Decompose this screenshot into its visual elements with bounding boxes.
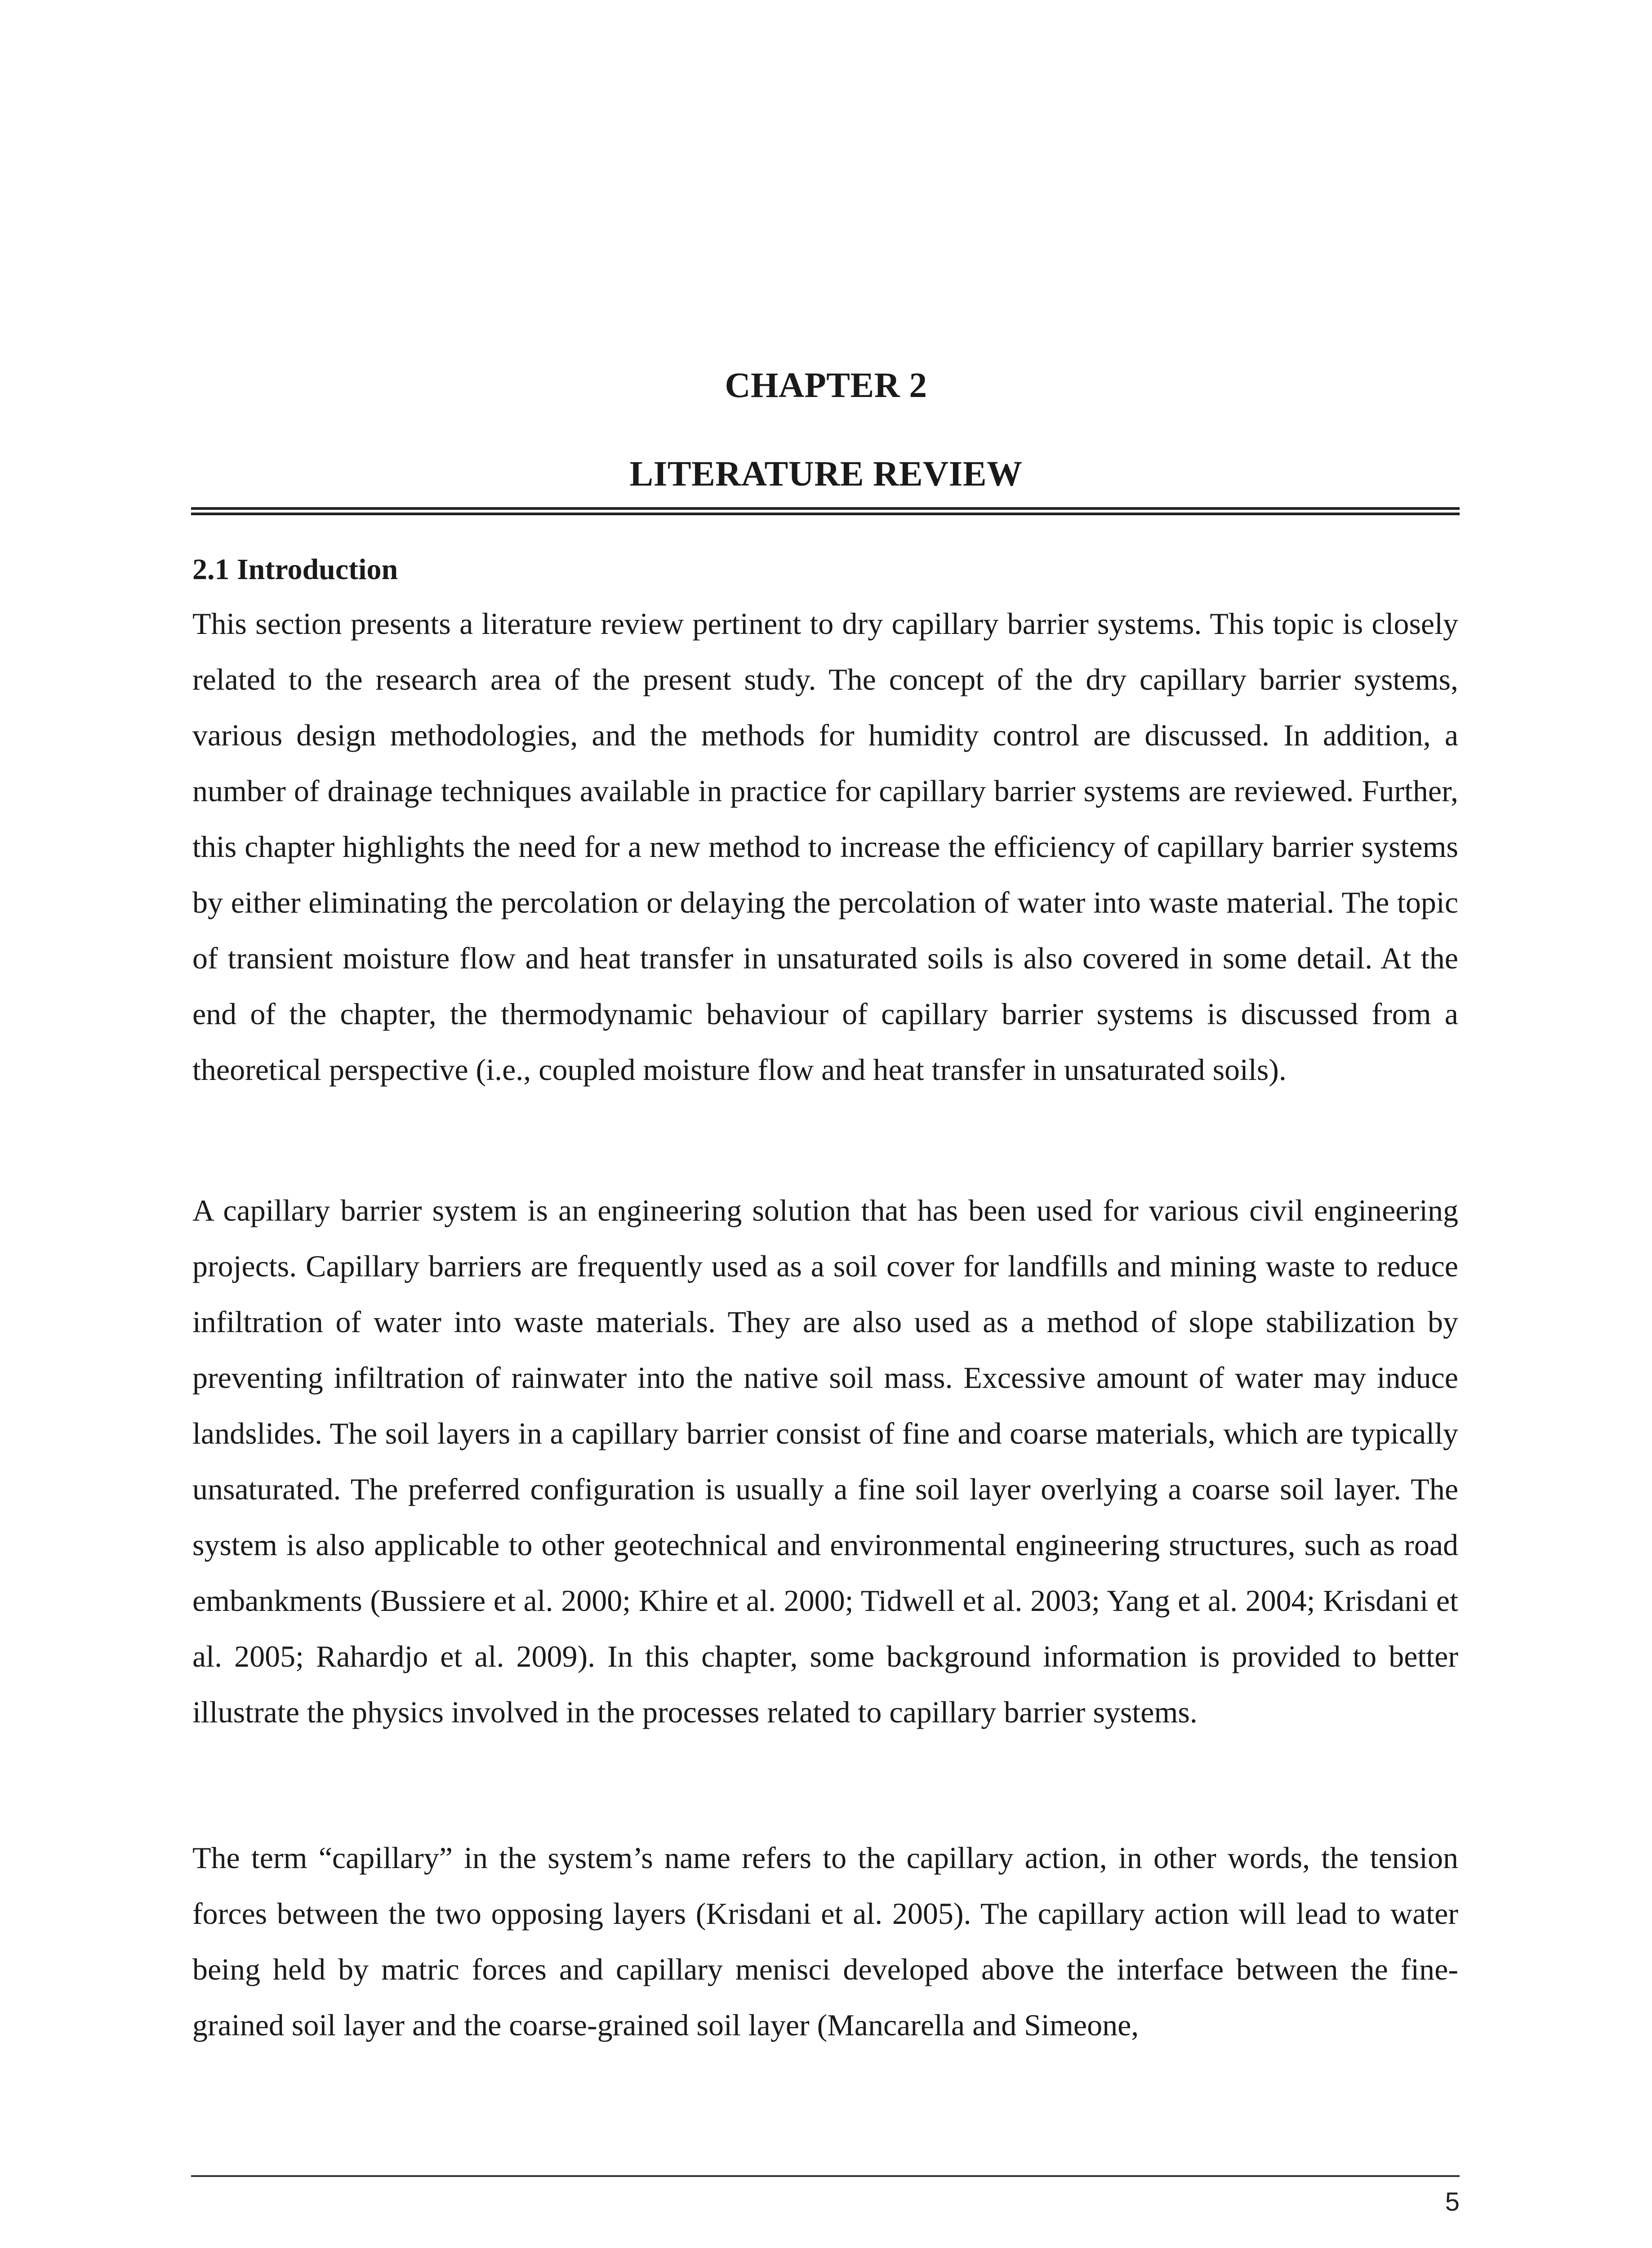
body-paragraph: The term “capillary” in the system’s name refers to the capillary action, in other words, the tension forces between the two opposing layers (Krisdani et al. 2005). The capillary action will lead to water being held by matric forces and capillary menisci developed above the interface between the fine-grained soil layer and the coarse-grained soil layer (Mancarella and Simeone,	[192, 1841, 1458, 2042]
footer-rule	[191, 2175, 1460, 2177]
section-heading: 2.1 Introduction	[192, 553, 398, 586]
body-paragraph: A capillary barrier system is an engineering solution that has been used for various civil engineering projects. Capillary barriers are frequently used as a soil cover for landfills and mining waste to reduce infiltration of water into waste materials. They are also used as a method of slope stabilization by preventing infiltration of rainwater into the native soil mass. Excessive amount of water may induce landslides. The soil layers in a capillary barrier consist of fine and coarse materials, which are typically unsaturated. The preferred configuration is usually a fine soil layer overlying a coarse soil layer. The system is also applicable to other geotechnical and environmental engineering structures, such as road embankments (Bussiere et al. 2000; Khire et al. 2000; Tidwell et al. 2003; Yang et al. 2004; Krisdani et al. 2005; Rahardjo et al. 2009). In this chapter, some background information is provided to better illustrate the physics involved in the processes related to capillary barrier systems.	[192, 1193, 1458, 1729]
page-number: 5	[1445, 2187, 1460, 2217]
title-double-rule	[191, 507, 1460, 515]
chapter-title: LITERATURE REVIEW	[629, 455, 1023, 494]
chapter-number: CHAPTER 2	[725, 366, 927, 405]
body-paragraph: This section presents a literature review pertinent to dry capillary barrier systems. This topic is closely related to the research area of the present study. The concept of the dry capillary barrier systems, various design methodologies, and the methods for humidity control are discussed. In addition, a number of drainage techniques available in practice for capillary barrier systems are reviewed. Further, this chapter highlights the need for a new method to increase the efficiency of capillary barrier systems by either eliminating the percolation or delaying the percolation of water into waste material. The topic of transient moisture flow and heat transfer in unsaturated soils is also covered in some detail. At the end of the chapter, the thermodynamic behaviour of capillary barrier systems is discussed from a theoretical perspective (i.e., coupled moisture flow and heat transfer in unsaturated soils).	[192, 607, 1458, 1087]
